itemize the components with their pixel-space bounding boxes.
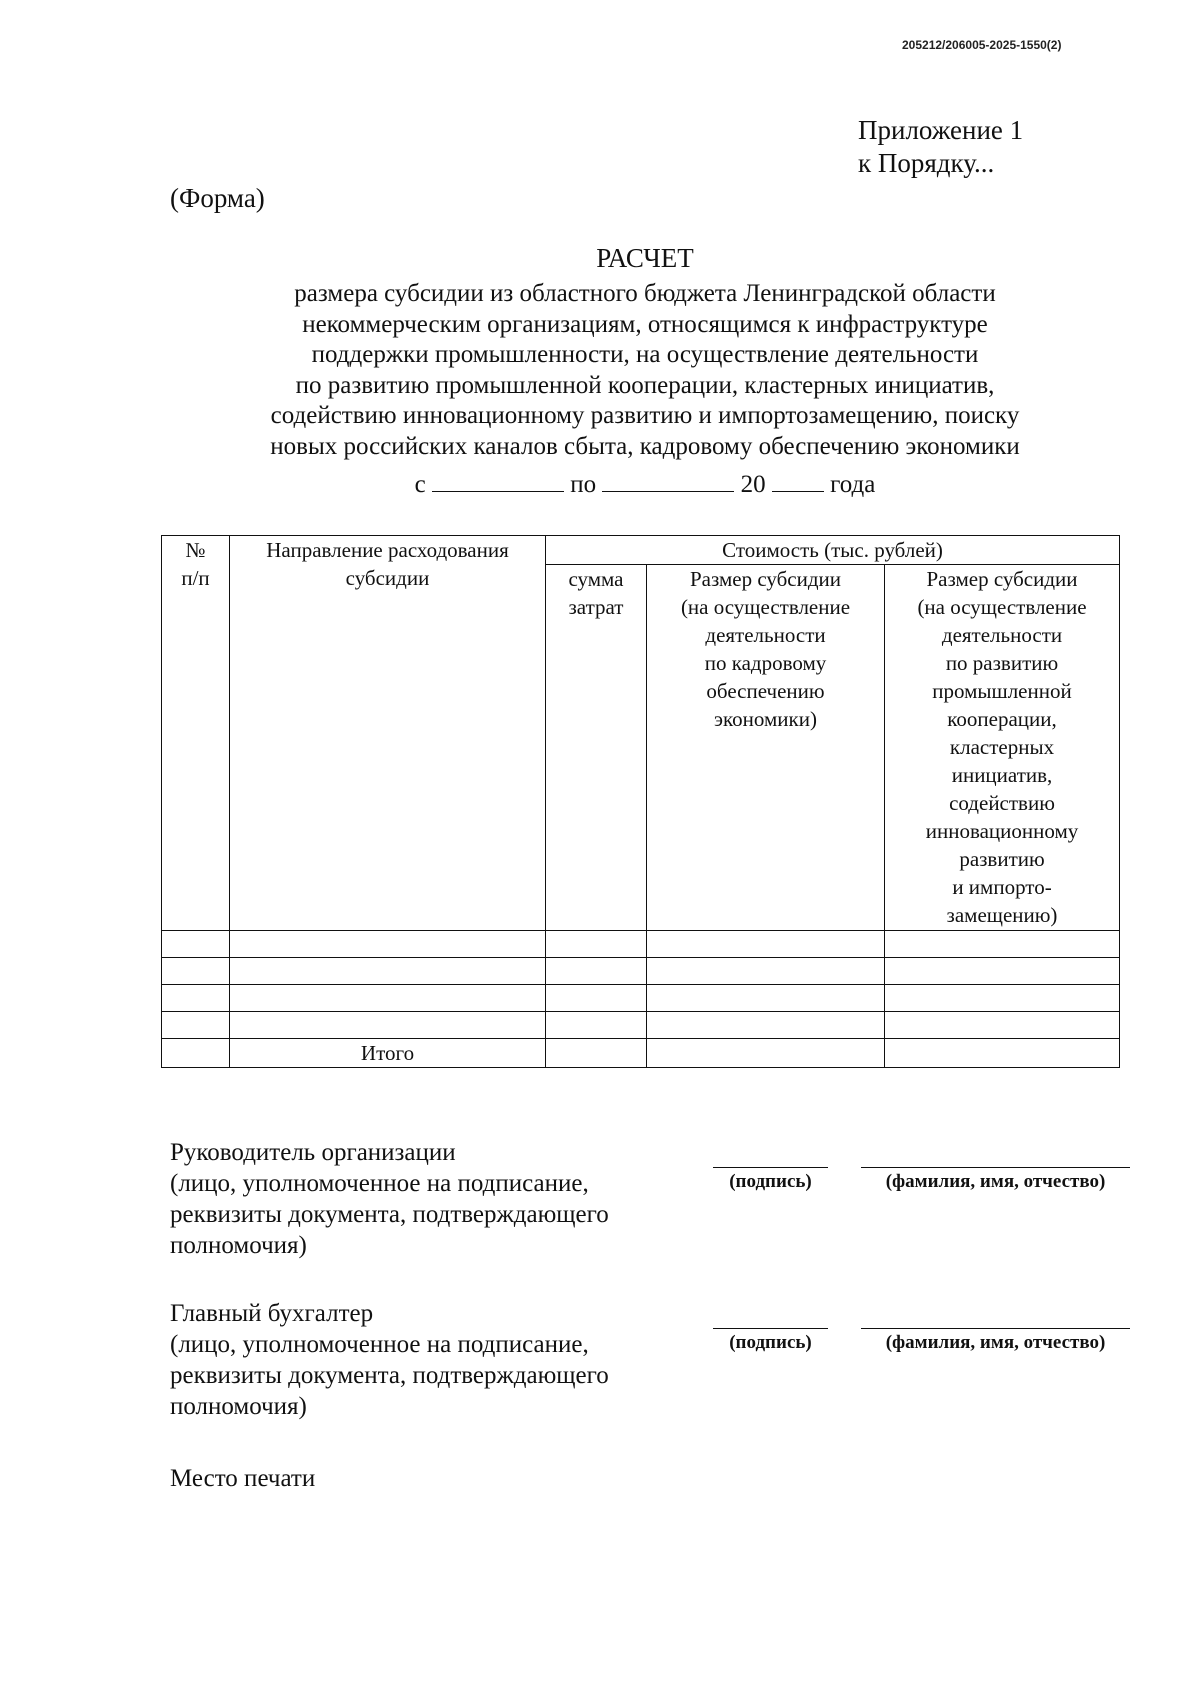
table-row [162,985,1120,1012]
appendix-line-1: Приложение 1 [858,115,1024,145]
accountant-signature-caption: (подпись) [729,1332,812,1353]
subtitle-line: поддержки промышленности, на осуществление деятельности [311,341,979,368]
table-header-row [162,536,1120,565]
appendix-line-2: к Порядку... [858,148,995,178]
subtitle-line: содействию инновационному развитию и импортозамещению, поиску [270,402,1020,429]
head-name-caption: (фамилия, имя, отчество) [885,1171,1106,1192]
period-year-blank[interactable] [772,471,824,492]
header-cost-group: Стоимость (тыс. рублей) [546,536,1120,565]
document-title: РАСЧЕТ [596,243,694,273]
table-cell[interactable] [885,1012,1120,1039]
table-cell[interactable] [162,931,230,958]
subtitle-line: некоммерческим организациям, относящимся к инфраструктуре [302,310,988,338]
table-row [162,1012,1120,1039]
total-staff-cell[interactable] [647,1039,885,1068]
subtitle-line: размера субсидии из областного бюджета Ленинградской области [294,280,996,307]
stamp-place: Место печати [170,1465,316,1492]
table-cell[interactable] [230,931,546,958]
subtitle-line: новых российских каналов сбыта, кадровому обеспечению экономики [270,432,1020,460]
head-title: Руководитель организации [170,1139,456,1166]
document-id: 205212/206005-2025-1550(2) [902,38,1062,52]
head-signature-block [170,1137,609,1261]
period-year-label: 20 [740,471,766,498]
head-description: (лицо, уполномоченное на подписание, реквизиты документа, подтверждающего полномочия) [170,1170,609,1259]
table-cell[interactable] [162,985,230,1012]
table-cell[interactable] [885,931,1120,958]
accountant-signature-line[interactable] [713,1328,828,1329]
header-direction: Направление расходования субсидии [230,536,546,931]
table-cell[interactable] [647,958,885,985]
table-cell[interactable] [885,985,1120,1012]
table-cell[interactable] [162,1012,230,1039]
table-cell[interactable] [230,958,546,985]
calculation-table [161,535,1120,1068]
head-signature-caption: (подпись) [729,1171,812,1192]
period-from-blank[interactable] [432,471,564,492]
accountant-signature-block [170,1298,609,1422]
header-subsidy-staff: Размер субсидии (на осуществление деятельности по кадровому обеспечению экономики) [647,565,885,931]
head-signature-line[interactable] [713,1167,828,1168]
table-cell[interactable] [162,958,230,985]
total-coop-cell[interactable] [885,1039,1120,1068]
table-cell[interactable] [546,1012,647,1039]
table-cell[interactable] [647,931,885,958]
period-line [140,471,1150,499]
subtitle-line: по развитию промышленной кооперации, кластерных инициатив, [295,371,995,399]
document-subtitle [140,279,1150,462]
table-row [162,931,1120,958]
table-cell[interactable] [546,958,647,985]
period-to-blank[interactable] [602,471,734,492]
accountant-title: Главный бухгалтер [170,1300,374,1327]
total-row [162,1039,1120,1068]
header-subsidy-coop: Размер субсидии (на осуществление деятельности по развитию промышленной кооперации, кластерных инициатив, содействию инновационному развитию и импорто- замещению) [885,565,1120,931]
table-cell[interactable] [230,1012,546,1039]
table-cell[interactable] [885,958,1120,985]
total-sum-cell[interactable] [546,1039,647,1068]
table-cell[interactable] [230,985,546,1012]
header-sum: сумма затрат [546,565,647,931]
table-cell[interactable] [647,985,885,1012]
table-row [162,958,1120,985]
period-from-label: с [414,471,426,498]
accountant-name-line[interactable] [861,1328,1130,1329]
total-number-cell[interactable] [162,1039,230,1068]
header-number: № п/п [162,536,230,931]
accountant-description: (лицо, уполномоченное на подписание, реквизиты документа, подтверждающего полномочия) [170,1331,609,1420]
total-label: Итого [230,1039,546,1068]
form-label: (Форма) [170,183,265,213]
accountant-name-caption: (фамилия, имя, отчество) [885,1332,1106,1353]
head-name-line[interactable] [861,1167,1130,1168]
table-cell[interactable] [546,931,647,958]
table-cell[interactable] [647,1012,885,1039]
period-year-word: года [830,471,876,498]
period-to-label: по [570,471,597,498]
table-cell[interactable] [546,985,647,1012]
appendix-note [858,114,1023,180]
